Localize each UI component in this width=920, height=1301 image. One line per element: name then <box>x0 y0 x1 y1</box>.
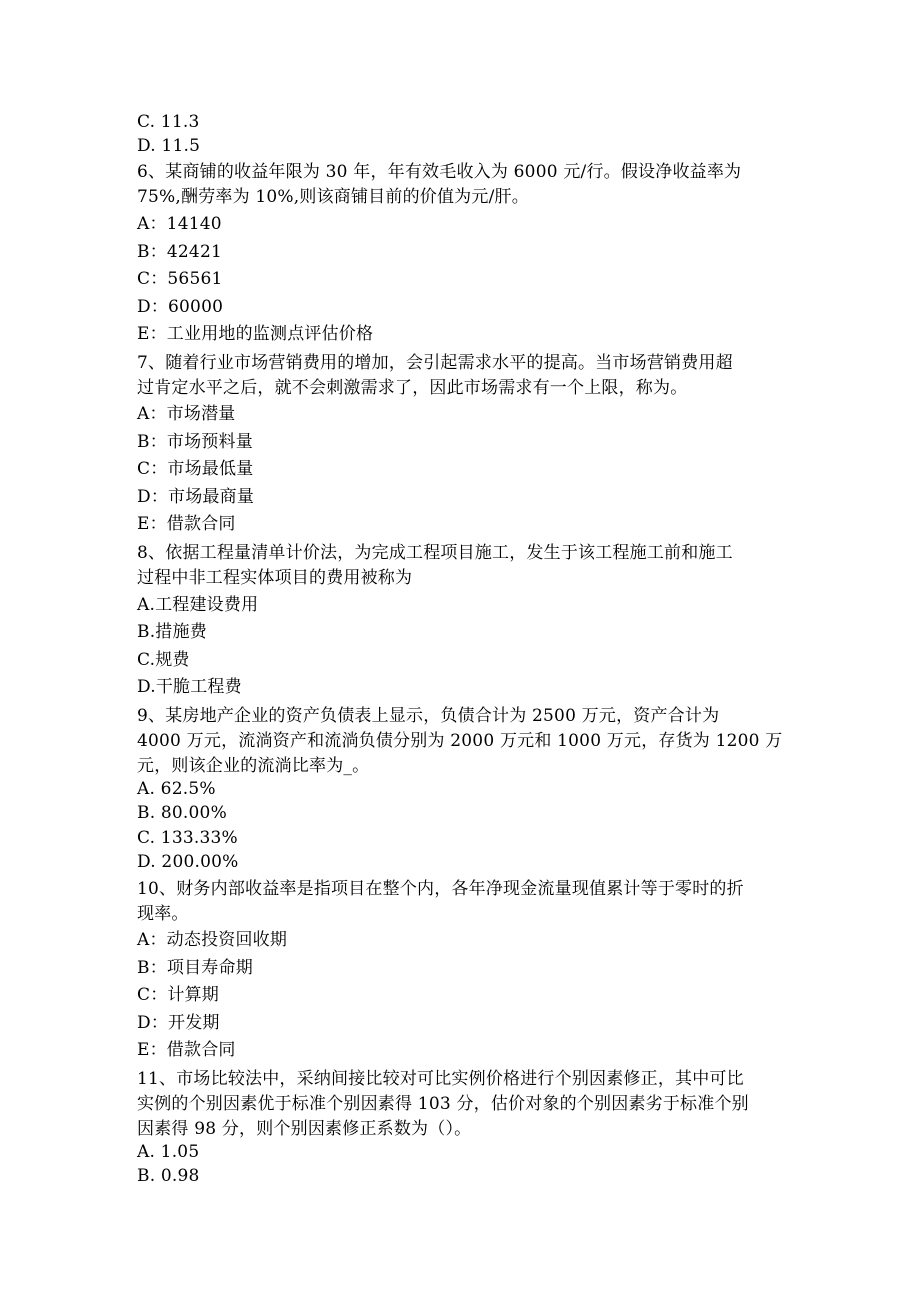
q10-option-b: B：项目寿命期 <box>137 958 253 978</box>
q7-text-line-2: 过肯定水平之后，就不会刺激需求了，因此市场需求有一个上限，称为。 <box>137 378 688 398</box>
q6-text-line-2: 75%,酬劳率为 10%,则该商铺目前的价值为元/肝。 <box>137 187 529 207</box>
q10-option-a: A：动态投资回收期 <box>137 930 288 950</box>
q10-option-d: D：开发期 <box>137 1013 220 1033</box>
q11-option-a: A. 1.05 <box>137 1142 200 1162</box>
q10-text-line-2: 现率。 <box>137 904 189 924</box>
q11-text-line-3: 因素得 98 分，则个别因素修正系数为（）。 <box>137 1119 472 1139</box>
q10-option-e: E：借款合同 <box>137 1040 236 1060</box>
q7-option-c: C：市场最低量 <box>137 459 254 479</box>
q5-option-d: D. 11.5 <box>137 136 201 156</box>
q9-option-c: C. 133.33% <box>137 828 238 848</box>
q11-text-line-1: 11、市场比较法中，采纳间接比较对可比实例价格进行个别因素修正，其中可比 <box>137 1069 744 1089</box>
q10-option-c: C：计算期 <box>137 985 220 1005</box>
q9-text-line-3: 元，则该企业的流淌比率为_。 <box>137 756 370 776</box>
q11-option-b: B. 0.98 <box>137 1166 200 1186</box>
q8-option-b: B.措施费 <box>137 622 207 642</box>
q6-option-b: B：42421 <box>137 242 222 262</box>
q6-option-c: C：56561 <box>137 269 223 289</box>
q5-option-c: C. 11.3 <box>137 112 200 132</box>
q8-option-d: D.干脆工程费 <box>137 677 242 697</box>
q9-option-a: A. 62.5% <box>137 779 216 799</box>
q6-option-d: D：60000 <box>137 297 224 317</box>
q10-text-line-1: 10、财务内部收益率是指项目在整个内，各年净现金流量现值累计等于零时的折 <box>137 879 744 899</box>
q7-option-b: B：市场预料量 <box>137 432 253 452</box>
q8-text-line-2: 过程中非工程实体项目的费用被称为 <box>137 568 413 588</box>
q9-option-b: B. 80.00% <box>137 803 227 823</box>
q8-option-a: A.工程建设费用 <box>137 595 259 615</box>
q8-option-c: C.规费 <box>137 650 190 670</box>
q8-text-line-1: 8、依据工程量清单计价法，为完成工程项目施工，发生于该工程施工前和施工 <box>137 543 733 563</box>
q11-text-line-2: 实例的个别因素优于标准个别因素得 103 分，估价对象的个别因素劣于标准个别 <box>137 1094 749 1114</box>
q7-option-a: A：市场潜量 <box>137 404 236 424</box>
q6-option-e: E：工业用地的监测点评估价格 <box>137 324 374 344</box>
q6-option-a: A：14140 <box>137 214 222 234</box>
q7-option-e: E：借款合同 <box>137 514 236 534</box>
q6-text-line-1: 6、某商铺的收益年限为 30 年，年有效毛收入为 6000 元/行。假设净收益率为 <box>137 162 742 182</box>
q9-text-line-2: 4000 万元，流淌资产和流淌负债分别为 2000 万元和 1000 万元，存货为 1200 万 <box>137 731 783 751</box>
q7-text-line-1: 7、随着行业市场营销费用的增加，会引起需求水平的提高。当市场营销费用超 <box>137 353 733 373</box>
q7-option-d: D：市场最商量 <box>137 487 255 507</box>
q9-text-line-1: 9、某房地产企业的资产负债表上显示，负债合计为 2500 万元，资产合计为 <box>137 706 720 726</box>
q9-option-d: D. 200.00% <box>137 852 239 872</box>
